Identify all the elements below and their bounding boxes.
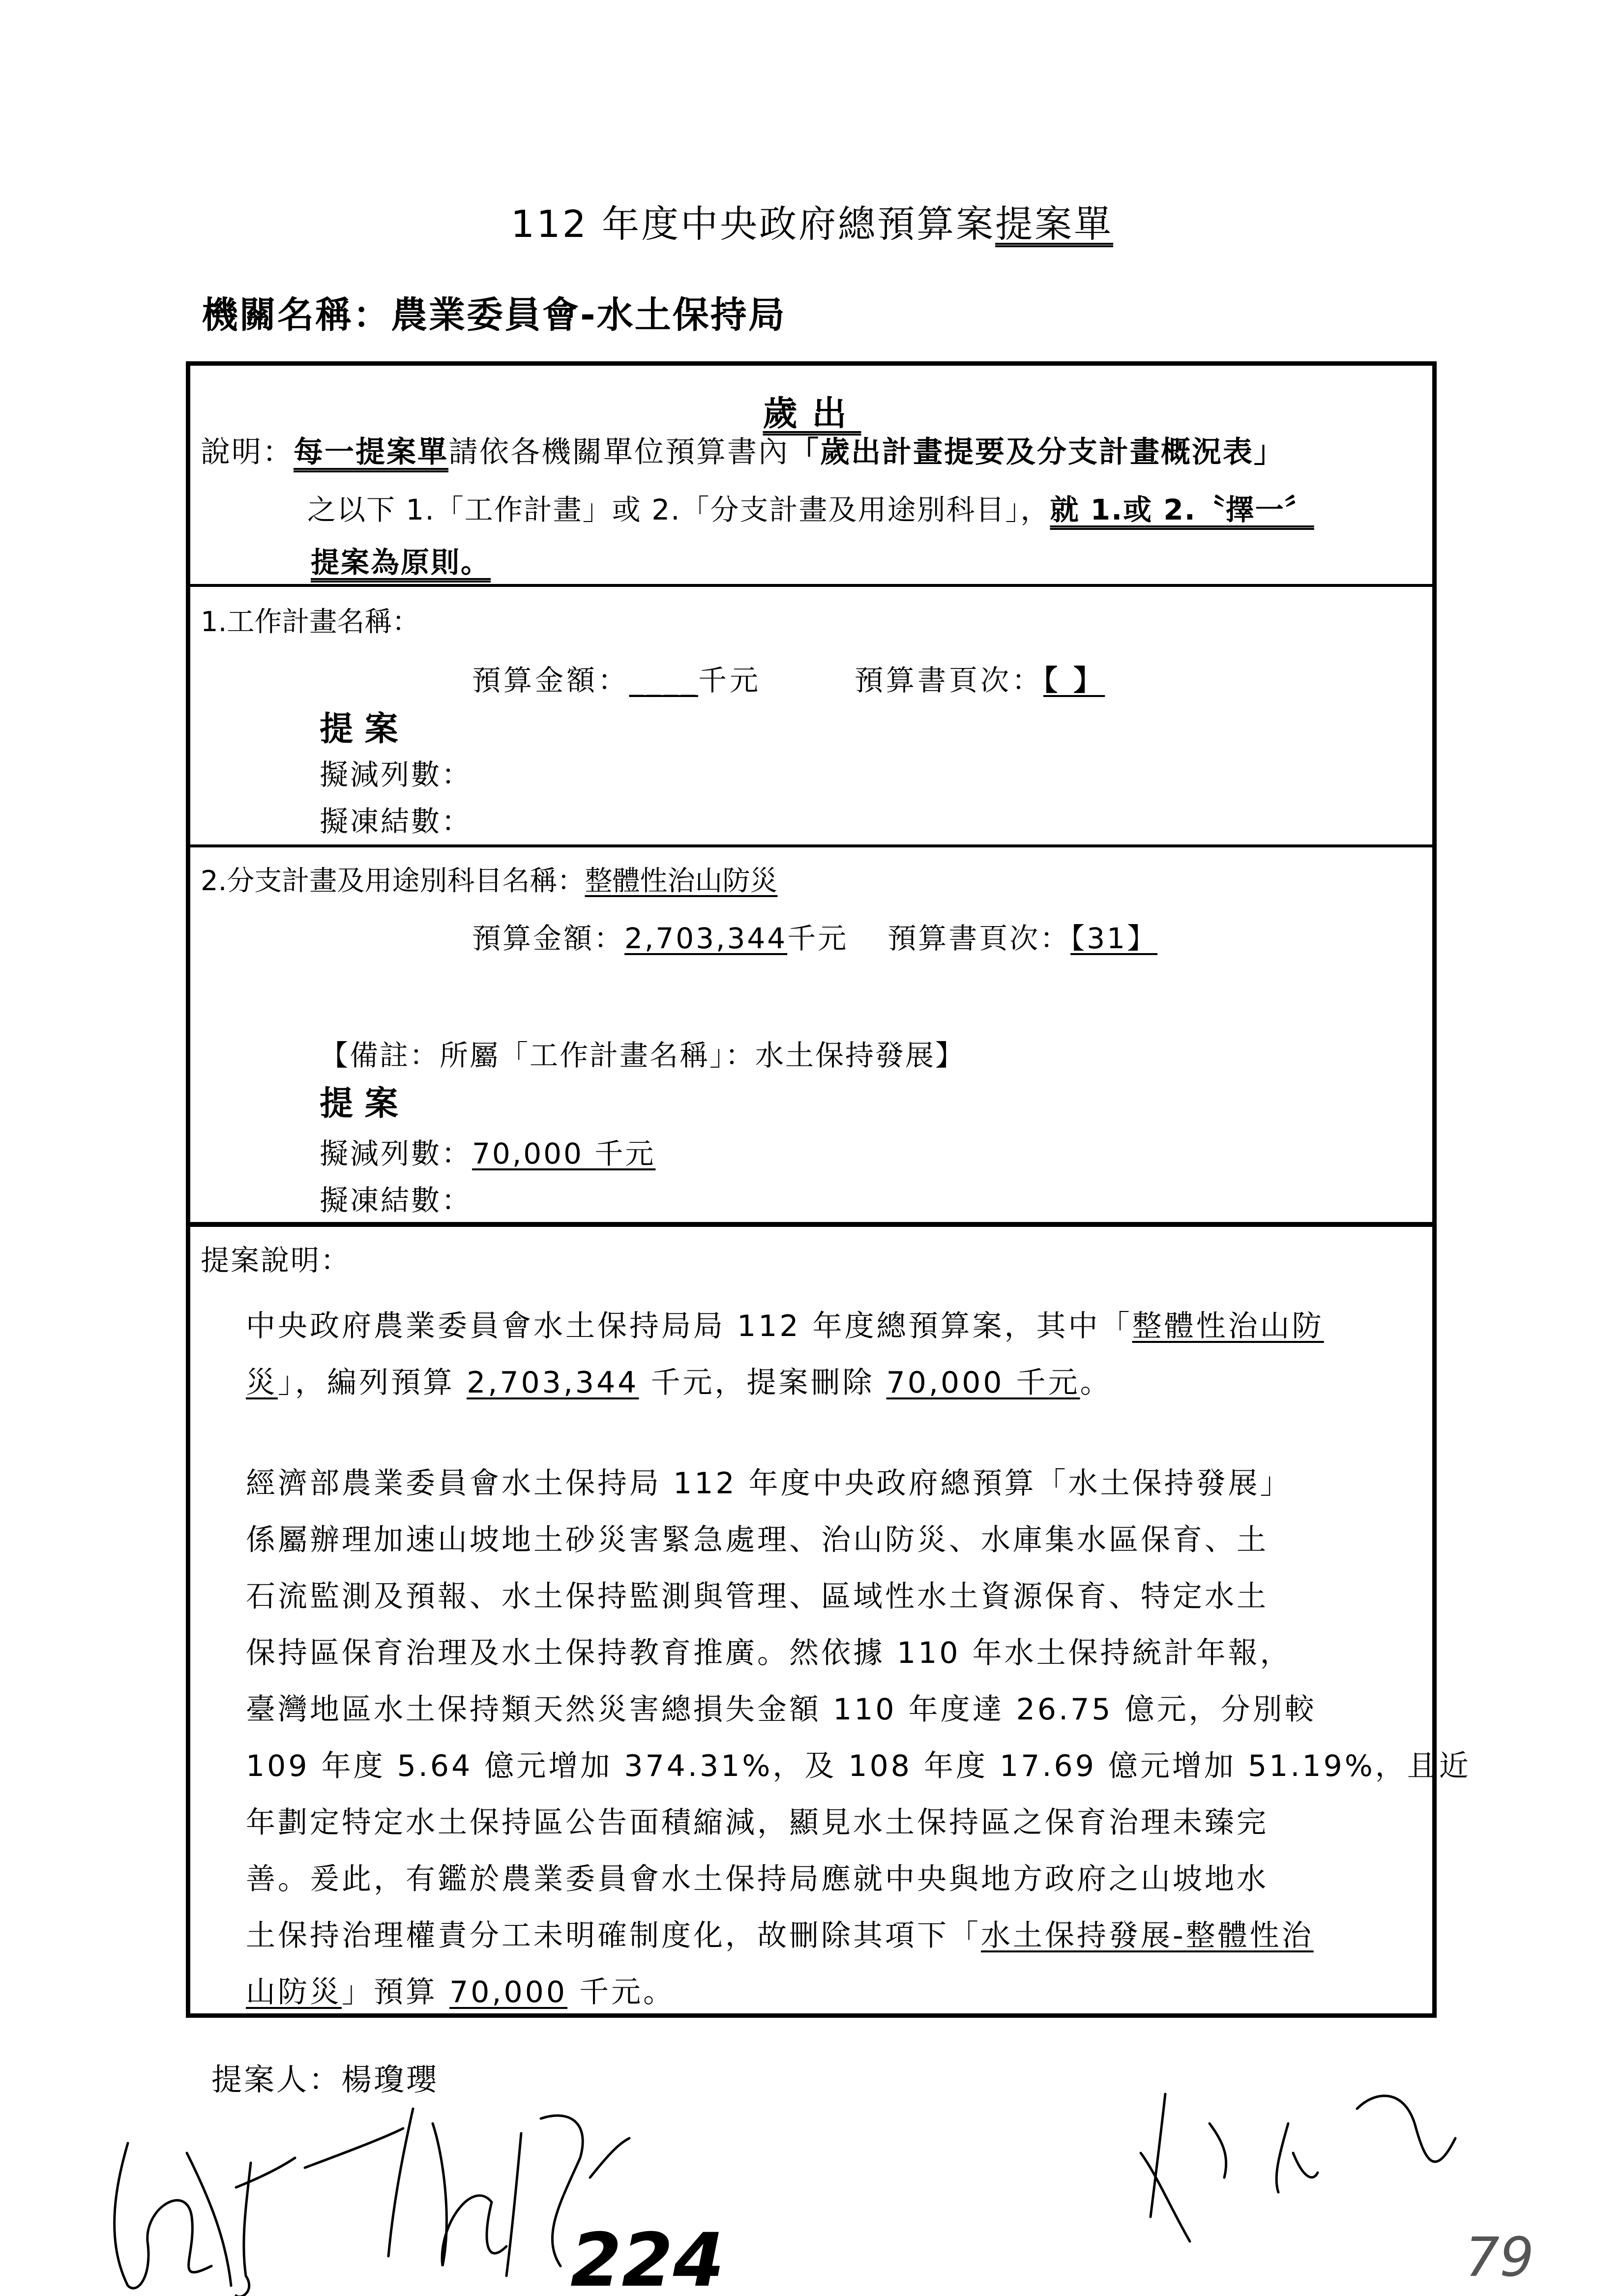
explanation-p1-line1 [246,1303,1324,1345]
agency-line [202,286,786,338]
section2-reduce-label: 擬減列數： [320,1137,472,1170]
section1-name-label: 1.工作計畫名稱： [201,606,420,638]
explanation-p2-line: 保持區保育治理及水土保持教育推廣。然依據 110 年水土保持統計年報， [246,1636,1292,1670]
instructions-principle: 提案為原則。 [311,546,491,579]
explanation-p2-line: 善。爰此，有鑑於農業委員會水土保持局應就中央與地方政府之山坡地水 [246,1862,1269,1896]
instructions-line2 [307,495,1314,524]
explanation-p1-item: 整體性治山防 [1132,1309,1324,1343]
signature-1 [115,2143,295,2296]
explanation-p2-text9: 土保持治理權責分工未明確制度化，故刪除其項下「 [246,1918,981,1953]
instructions-options: 之以下 1.「工作計畫」或 2.「分支計畫及用途別科目」， [307,493,1050,526]
section1-page-label: 預算書頁次： [855,664,1044,697]
explanation-p1-cut: 70,000 千元 [886,1366,1080,1400]
instructions-choose-one: 就 1.或 2.〝擇一〞 [1050,493,1314,526]
explanation-p2-line9 [246,1912,1314,1954]
section2-reduce-value: 70,000 千元 [472,1137,656,1170]
section2-reduce-row [320,1139,655,1168]
explanation-p2-item-end: 山防災 [246,1975,342,2009]
agency-name: 農業委員會-水土保持局 [391,294,786,336]
instructions-text: 請依各機關單位預算書內 [448,435,789,469]
section2-name-row [201,865,778,897]
explanation-p2-line: 石流監測及預報、水土保持監測與管理、區域性水土資源保育、特定水土 [246,1579,1269,1614]
section1-budget-label: 預算金額： [472,664,630,697]
explanation-p2-item: 水土保持發展-整體性治 [981,1918,1314,1953]
explanation-p2-text10: 」預算 [342,1975,450,2009]
explanation-p2-line: 係屬辦理加速山坡地土砂災害緊急處理、治山防災、水庫集水區保育、土 [246,1523,1269,1557]
explanation-p1-amount: 2,703,344 [467,1366,639,1400]
section2-name-value: 整體性治山防災 [585,865,778,897]
instructions-table-name: 「歲出計畫提要及分支計畫概況表」 [789,435,1285,469]
explanation-p1-text: 中央政府農業委員會水土保持局局 112 年度總預算案，其中「 [246,1309,1132,1343]
section2-freeze-label: 擬凍結數： [320,1184,472,1217]
explanation-p2-line: 臺灣地區水土保持類天然災害總損失金額 110 年度達 26.75 億元，分別較 [246,1692,1317,1727]
explanation-p1-item-end: 災 [246,1366,278,1400]
explanation-p1-text3: 千元，提案刪除 [639,1366,886,1400]
section1-reduce-label: 擬減列數： [320,758,472,791]
divider-instructions [186,584,1437,587]
title-underlined: 提案單 [995,202,1114,246]
section2-budget-value: 2,703,344 [624,922,788,955]
explanation-p2-line10 [246,1969,675,2011]
section1-budget-row [472,666,1105,695]
divider-section2 [186,1222,1437,1227]
section1-budget-value: ____ [629,664,699,697]
title-prefix: 112 年度中央政府總預算案 [510,202,996,246]
section2-note: 【備註：所屬「工作計畫名稱」：水土保持發展】 [320,1039,966,1072]
signature-cosigner [1141,2094,1455,2241]
proposer-name: 楊瓊瓔 [341,2062,439,2097]
explanation-p1-end: 。 [1080,1366,1112,1400]
divider-section1 [186,844,1437,847]
explanation-p2-end: 千元。 [567,1975,676,2009]
proposer-label: 提案人： [211,2062,342,2097]
section1-page-value: 【 】 [1043,664,1105,697]
section2-name-label: 2.分支計畫及用途別科目名稱： [201,865,585,897]
instructions-label: 說明： [201,435,294,469]
handwritten-signatures [98,2079,1534,2296]
section2-proposal-heading: 提 案 [320,1084,398,1123]
instructions-highlight: 每一提案單 [294,435,448,469]
handwritten-number: 224 [570,2218,725,2296]
section2-budget-unit: 千元 [787,922,849,955]
explanation-p2-line: 年劃定特定水土保持區公告面積縮減，顯見水土保持區之保育治理未臻完 [246,1805,1269,1840]
section2-budget-row [472,924,1157,953]
section2-page-label: 預算書頁次： [887,922,1071,955]
section2-budget-label: 預算金額： [472,922,625,955]
section1-freeze-label: 擬凍結數： [320,805,472,838]
section-heading-text: 歲出 [763,393,861,434]
explanation-label: 提案說明： [201,1244,351,1277]
explanation-p2-amount: 70,000 [449,1975,568,2009]
document-title [0,194,1624,248]
instructions-line1 [201,437,1285,467]
explanation-p2-line: 經濟部農業委員會水土保持局 112 年度中央政府總預算「水土保持發展」 [246,1466,1292,1501]
section1-proposal-heading: 提 案 [320,710,398,749]
instructions-line3 [311,548,491,577]
explanation-p1-line2 [246,1359,1112,1401]
agency-label: 機關名稱： [202,294,391,336]
explanation-p2-line: 109 年度 5.64 億元增加 374.31%，及 108 年度 17.69 億元增加 51.19%，且近 [246,1749,1471,1783]
explanation-p1-text2: 」，編列預算 [278,1366,467,1400]
handwritten-corner-number: 79 [1465,2226,1534,2289]
section2-page-value: 【31】 [1070,922,1158,955]
section1-budget-unit: 千元 [698,664,762,697]
section-heading [0,386,1624,436]
